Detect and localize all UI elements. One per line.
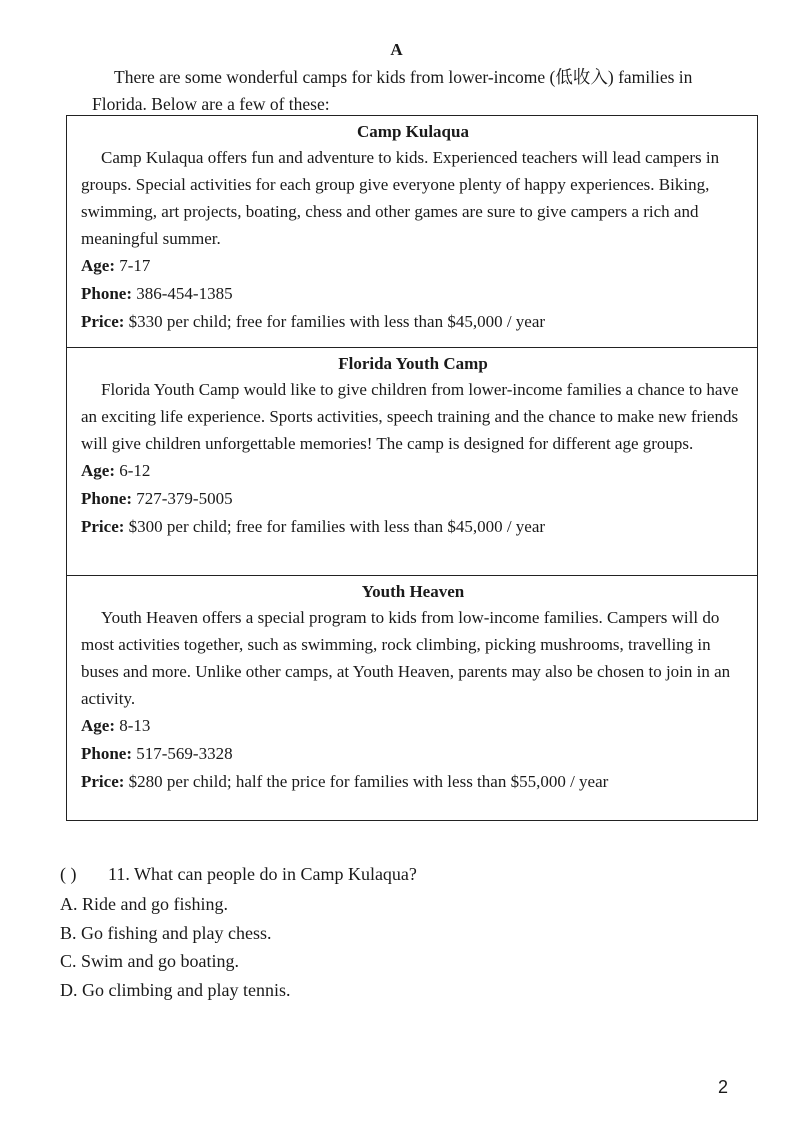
phone-label: Phone:: [81, 284, 132, 303]
age-label: Age:: [81, 461, 115, 480]
price-label: Price:: [81, 772, 125, 791]
camp-description: Youth Heaven offers a special program to kids from low-income families. Campers will do most activities together, such as swimming, rock climbing, picking mushrooms, travelling in buses and more. Unlike other camps, at Youth Heaven, parents may also be chosen to join in an activity.: [81, 608, 731, 708]
camp-price: [81, 513, 745, 541]
camp-florida-youth: [67, 348, 757, 576]
camps-table: [66, 115, 758, 821]
camp-youth-heaven: [67, 576, 757, 820]
question-11: [60, 860, 740, 1004]
option-b[interactable]: B. Go fishing and play chess.: [60, 922, 272, 943]
camp-age: [81, 712, 745, 740]
age-value: 7-17: [119, 256, 151, 275]
camp-description: Camp Kulaqua offers fun and adventure to kids. Experienced teachers will lead campers in groups. Special activities for each group give everyone plenty of happy experiences. Biking, swimming, art projects, boating, chess and other games are sure to give campers a rich and meaningful summer.: [81, 148, 720, 248]
phone-label: Phone:: [81, 744, 132, 763]
camp-price: [81, 768, 745, 796]
age-label: Age:: [81, 716, 115, 735]
price-label: Price:: [81, 312, 125, 331]
question-text: 11. What can people do in Camp Kulaqua?: [108, 864, 417, 884]
camp-age: [81, 252, 745, 280]
camp-age: [81, 457, 745, 485]
camp-title: Camp Kulaqua: [357, 122, 469, 141]
option-c[interactable]: C. Swim and go boating.: [60, 951, 239, 971]
age-value: 8-13: [119, 716, 151, 735]
age-label: Age:: [81, 256, 115, 275]
phone-value: 386-454-1385: [136, 284, 233, 303]
price-label: Price:: [81, 517, 125, 536]
answer-blank[interactable]: ( ): [60, 864, 77, 884]
camp-kulaqua: [67, 116, 757, 348]
price-value: $280 per child; half the price for families with less than $55,000 / year: [128, 772, 609, 791]
price-value: $330 per child; free for families with less than $45,000 / year: [128, 312, 546, 331]
section-letter: A: [390, 40, 403, 59]
price-value: $300 per child; free for families with less than $45,000 / year: [128, 517, 546, 536]
intro-paragraph: There are some wonderful camps for kids from lower-income (低收入) families in Florida. Below are a few of these:: [92, 67, 693, 114]
option-d[interactable]: D. Go climbing and play tennis.: [60, 979, 291, 1000]
camp-price: [81, 308, 745, 336]
camp-phone: [81, 485, 745, 513]
phone-value: 727-379-5005: [136, 489, 233, 508]
age-value: 6-12: [119, 461, 151, 480]
camp-description: Florida Youth Camp would like to give children from lower-income families a chance to have an exciting life experience. Sports activities, speech training and the chance to make new friends will give children unforgettable memories! The camp is designed for different age groups.: [81, 380, 739, 453]
phone-label: Phone:: [81, 489, 132, 508]
option-a[interactable]: A. Ride and go fishing.: [60, 894, 228, 914]
page-number: 2: [718, 1077, 729, 1097]
question-stem: [60, 860, 740, 888]
camp-title: Florida Youth Camp: [338, 354, 488, 373]
phone-value: 517-569-3328: [136, 744, 233, 763]
camp-phone: [81, 280, 745, 308]
camp-title: Youth Heaven: [361, 582, 465, 601]
camp-phone: [81, 740, 745, 768]
